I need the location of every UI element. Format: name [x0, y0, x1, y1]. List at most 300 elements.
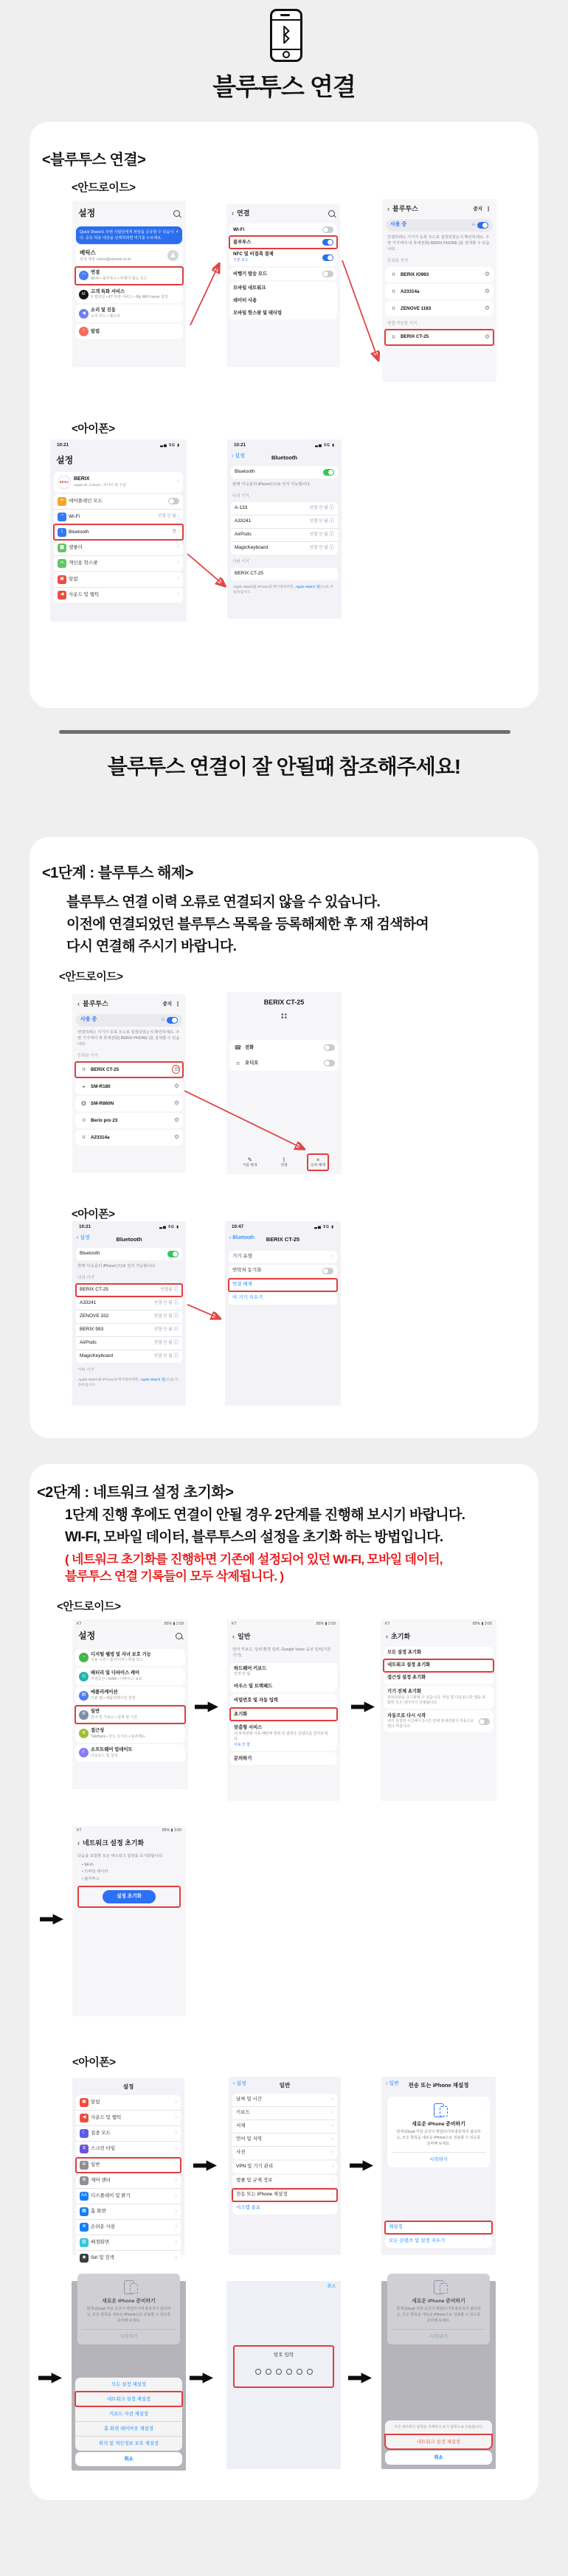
- screenshot-step2-android-network-reset: KT 85% ▮ 3:00 ‹ 네트워크 설정 초기화 다음을 포함한 모든 네트워크 설정을 초기화합니다. • Wi-Fi • 모바일 데이터 • 블루투스 설정 초기화: [72, 1826, 186, 2016]
- list-item[interactable]: ⠶ BERIX IO983 ⚙: [385, 267, 493, 282]
- list-item[interactable]: ⊞ 제어 센터 ›: [76, 2173, 181, 2188]
- list-item[interactable]: ⠶ Berix pro 23 ⚙: [75, 1113, 183, 1128]
- info-icon[interactable]: ⓘ: [329, 505, 334, 511]
- card-description: 현재 iCloud 저장 공간이 백업하기에 충분하지 않더라도, 모든 항목을 새로운 iPhone으로 전송할 수 있도록 준비해 보세요.: [86, 2307, 171, 2323]
- settings-gear-icon[interactable]: ⚙: [173, 1083, 179, 1090]
- list-item[interactable]: 모바일 네트워크: [233, 285, 266, 291]
- troubleshooting-heading: 블루투스 연결이 잘 안될때 참조해주세요!: [107, 755, 461, 778]
- profile-name: BERIX: [74, 476, 90, 482]
- list-item[interactable]: ▦ 홈 화면 ›: [76, 2204, 181, 2219]
- settings-gear-icon[interactable]: ⚙: [173, 1117, 179, 1124]
- screenshot-step2-iphone-reset-sheet: [72, 2281, 186, 2471]
- screenshot-step2-iphone-transfer: [381, 2077, 496, 2255]
- bluetooth-icon: ᛒ: [282, 1156, 286, 1163]
- list-item[interactable]: 접근성 설정 초기화: [387, 1675, 426, 1681]
- info-icon[interactable]: ⓘ: [329, 518, 334, 524]
- list-item[interactable]: ⠶ BERIX CT-25 ⚙: [385, 330, 493, 345]
- section-divider: [59, 730, 510, 734]
- get-started-link[interactable]: 시작하기: [392, 2152, 485, 2167]
- device-options: [226, 1040, 342, 1071]
- apple-watch-note: Apple Watch를 iPhone과 페어링하려면, Apple Watch 앱(으)로 이동하십시오.: [233, 585, 333, 594]
- back-button[interactable]: ‹ 설정: [232, 453, 245, 459]
- list-item[interactable]: BERIX CT-25: [235, 570, 264, 576]
- chevron-icon: ›: [175, 2099, 177, 2105]
- back-icon[interactable]: ‹: [77, 1839, 80, 1847]
- list-item[interactable]: MagicKeyboard 연결 안 됨 ⓘ: [76, 1350, 182, 1363]
- search-icon[interactable]: [328, 210, 335, 217]
- close-icon[interactable]: ×: [176, 230, 179, 235]
- list-item[interactable]: 모바일 핫스팟 및 테더링: [233, 310, 283, 316]
- reset-row[interactable]: 재설정: [385, 2221, 492, 2234]
- list-item[interactable]: ◠ 연결 Wi-Fi • 블루투스 • 비행기 탑승 모드: [75, 267, 183, 285]
- list-item[interactable]: ! 알림: [75, 324, 183, 339]
- chevron-icon: ›: [175, 2254, 177, 2260]
- list-item[interactable]: ◔ 디지털 웰빙 및 자녀 보호 기능 사용 시간 • 앱 타이머 • 취침 모드: [75, 1649, 185, 1667]
- back-icon[interactable]: ‹: [386, 1632, 388, 1640]
- toggle[interactable]: [322, 271, 333, 277]
- passcode-dots[interactable]: [234, 2364, 333, 2379]
- battery-percent: 85%: [162, 1828, 170, 1833]
- chevron-icon: ›: [175, 2208, 177, 2214]
- list-item[interactable]: AA 디스플레이 및 밝기 ›: [76, 2188, 181, 2204]
- item-icon: ◀: [58, 591, 66, 600]
- toggle[interactable]: [167, 1017, 178, 1024]
- settings-gear-icon[interactable]: ⚙: [484, 288, 490, 295]
- back-icon[interactable]: ‹: [77, 1000, 80, 1007]
- description-text: 현재 '이승준의 iPhone'(으)로 인식 가능합니다.: [77, 1263, 156, 1268]
- settings-gear-icon[interactable]: ⚙: [484, 271, 490, 278]
- cancel-button[interactable]: 취소: [327, 2285, 336, 2289]
- list-item[interactable]: ◀ 소리 및 진동 소리 모드 • 벨소리: [75, 305, 183, 322]
- chevron-icon: ›: [177, 576, 179, 582]
- iphone-label: <아이폰>: [72, 2056, 116, 2069]
- bluetooth-active-row[interactable]: [76, 1014, 182, 1027]
- confirm-sheet: [385, 2420, 492, 2449]
- settings-list: [72, 2095, 184, 2266]
- list-item: • 블루투스: [72, 1876, 186, 1884]
- list-item[interactable]: 위치 및 개인정보 보호 재설정: [75, 2436, 182, 2451]
- chevron-icon: ›: [177, 560, 179, 566]
- card-description: 현재 iCloud 저장 공간이 백업하기에 충분하지 않더라도, 모든 항목을 새로운 iPhone으로 전송할 수 있도록 준비해 보세요.: [396, 2130, 481, 2146]
- apple-watch-app-link[interactable]: Apple Watch 앱: [140, 1378, 165, 1382]
- item-icon: ⠶: [81, 1133, 86, 1141]
- list-item[interactable]: 맞춤형 서비스 내 휴대전화 사용 패턴에 맞춰 꼭 알맞은 콘텐츠를 받아보세요. 사용 안 함: [234, 1725, 328, 1748]
- list-item[interactable]: ◀ 사운드 및 햅틱 ›: [76, 2110, 181, 2125]
- list-item[interactable]: 서체 ›: [232, 2120, 337, 2133]
- search-icon[interactable]: [176, 1633, 182, 1639]
- info-icon[interactable]: ⓘ: [173, 1287, 179, 1293]
- battery-percent: 85%: [472, 1622, 481, 1626]
- profile-name: 베릭스: [80, 249, 96, 257]
- samsung-account-row[interactable]: [75, 246, 183, 265]
- device-action-bar: [226, 1154, 342, 1170]
- active-label: 사용 중: [390, 222, 407, 228]
- screen-title: 블루투스: [83, 1000, 108, 1007]
- screen-title: 네트워크 설정 초기화: [83, 1839, 145, 1847]
- list-item[interactable]: 연락처 동기화: [229, 1265, 337, 1277]
- new-iphone-icon: [124, 2280, 134, 2294]
- screen-title: 연결: [237, 209, 250, 217]
- list-item[interactable]: 법률 및 규제 정보 ›: [236, 2178, 333, 2184]
- list-item[interactable]: 초기화: [230, 1708, 337, 1721]
- avatar: ♟: [167, 250, 179, 261]
- scanning-spinner-icon: ∴: [471, 223, 475, 227]
- list-item[interactable]: ∞ 개인용 핫스팟 ›: [54, 555, 183, 571]
- item-icon: ▆: [58, 544, 66, 552]
- list-item[interactable]: ◀ 사운드 및 햅틱 ›: [54, 587, 183, 603]
- list-item[interactable]: 데이터 사용: [233, 297, 257, 303]
- list-item[interactable]: ⊛ 접근성 TalkBack • 모노 오디오 • 보조메뉴: [75, 1725, 185, 1743]
- item-icon: ▦: [80, 2207, 89, 2216]
- carrier-label: KT: [77, 1828, 82, 1833]
- screenshot-step2-iphone-settings: [72, 2078, 184, 2260]
- list-item[interactable]: 하드웨어 키보드 연결 안 됨: [234, 1665, 267, 1677]
- item-icon: ◠: [58, 513, 66, 521]
- list-item[interactable]: BERIX 993 연결 안 됨 ⓘ: [76, 1323, 182, 1336]
- list-item[interactable]: 이 기기 지우기: [229, 1291, 337, 1305]
- prepare-iphone-card-dimmed: [387, 2274, 490, 2344]
- confirm-reset-button[interactable]: 네트워크 설정 재설정: [385, 2434, 492, 2449]
- list-item[interactable]: 비행기 탑승 모드: [229, 268, 337, 280]
- list-item[interactable]: ◒ SM-R180 ⚙: [75, 1079, 183, 1094]
- list-item[interactable]: ⠶ 오디오: [229, 1055, 339, 1071]
- screen-title: BERIX CT-25: [266, 1235, 300, 1243]
- list-item[interactable]: ⚙ 일반 ›: [76, 2158, 181, 2173]
- iphone-label: <아이폰>: [72, 1208, 115, 1221]
- list-item[interactable]: 네트워크 설정 재설정: [75, 2392, 182, 2406]
- screenshot-step1-iphone-device: [225, 1221, 341, 1406]
- toggle[interactable]: [167, 1251, 179, 1257]
- chevron-icon: ›: [175, 2114, 177, 2120]
- screenshot-step1-iphone-bluetooth: [72, 1221, 186, 1406]
- list-item[interactable]: kt 고객 특화 서비스 V 컬러링 • KT 투폰 서비스 • My WiFi home 설정: [75, 286, 183, 304]
- screen-title: 설정: [78, 208, 96, 218]
- quick-share-banner[interactable]: [76, 226, 182, 244]
- battery-percent: 85%: [316, 1622, 325, 1626]
- toggle[interactable]: [322, 239, 333, 246]
- list-item[interactable]: ⚙ 일반 언어 및 키보드 • 날짜 및 시간: [75, 1706, 185, 1723]
- list-item[interactable]: ◉ Siri 및 검색 ›: [76, 2250, 181, 2266]
- list-item[interactable]: ⇩ 소프트웨어 업데이트 다운로드 및 설치: [75, 1744, 185, 1762]
- carrier-label: KT: [385, 1622, 390, 1626]
- screenshot-step1-android-bluetooth: [72, 994, 186, 1173]
- list-item[interactable]: Wi-Fi: [229, 223, 337, 236]
- screenshot-step1-android-device: [226, 992, 342, 1174]
- settings-gear-icon[interactable]: ⚙: [173, 1066, 179, 1073]
- apple-id-row[interactable]: [54, 472, 183, 493]
- toggle[interactable]: [479, 1718, 490, 1725]
- settings-gear-icon[interactable]: ⚙: [484, 333, 490, 341]
- list-item[interactable]: ▣ 알림 ›: [54, 572, 183, 587]
- bluetooth-icon: ᛒ: [272, 19, 300, 50]
- list-item[interactable]: 키보드 사전 재설정: [75, 2406, 182, 2421]
- list-item: 1단계 진행 후에도 연결이 안될 경우 2단계를 진행해 보시기 바랍니다.: [65, 1507, 465, 1523]
- status-time: 2:59: [176, 1622, 184, 1626]
- list-item: • 모바일 데이터: [72, 1869, 186, 1876]
- info-icon[interactable]: ⓘ: [329, 532, 334, 538]
- list-item[interactable]: ▧ 배경화면 ›: [76, 2235, 181, 2250]
- list-item[interactable]: 블루투스: [229, 236, 337, 249]
- list-item[interactable]: 시스템 종료: [232, 2201, 337, 2215]
- list-item[interactable]: AirPods 연결 안 됨 ⓘ: [76, 1336, 182, 1350]
- device-options: [225, 1251, 341, 1305]
- status-icons: ▃▅ 5G ▮: [314, 1224, 334, 1229]
- toggle[interactable]: [477, 222, 488, 229]
- toggle[interactable]: [322, 1268, 333, 1274]
- list-item[interactable]: 문의하기: [234, 1755, 252, 1761]
- screenshot-android-bluetooth: [382, 199, 496, 382]
- battery-percent: 85%: [164, 1622, 173, 1626]
- list-item[interactable]: ☾ 집중 모드 ›: [76, 2125, 181, 2141]
- unpair-button[interactable]: × 등록 해제: [308, 1154, 328, 1170]
- item-icon: ⠶: [391, 305, 396, 312]
- toggle[interactable]: [324, 1044, 335, 1051]
- screenshot-step2-android-general: KT 85% ▮ 2:59 ‹ 일반 언어 키보드, 입력 환경 입력, Google Voice 음성 입력(기존 기기) 하드웨어 키보드 연결 안 됨 마우스 및 트랙패드 비밀번호 및 자동 입력 초기화 맞춤형 서비스 내 휴대전화 사용 패턴에 맞춰 꼭 알맞은 콘텐츠를 받아보세요. 사용 안 함 문의하기: [227, 1619, 340, 1801]
- list-item[interactable]: 홈 화면 레이아웃 재설정: [75, 2421, 182, 2436]
- toggle[interactable]: [322, 226, 333, 233]
- chevron-icon: ›: [331, 2192, 333, 2198]
- list-item[interactable]: 전송 또는 iPhone 재설정 ›: [232, 2189, 337, 2201]
- pencil-icon: ✎: [247, 1156, 252, 1163]
- status-time: 10:21: [79, 1224, 91, 1229]
- erase-row[interactable]: 모든 콘텐츠 및 설정 지우기: [389, 2238, 446, 2244]
- step2-warning: [65, 1551, 443, 1585]
- list-item[interactable]: 날짜 및 시간 ›: [236, 2097, 333, 2103]
- chevron-icon: ›: [331, 1253, 333, 1259]
- stop-button[interactable]: 중지: [473, 206, 482, 212]
- chevron-icon: ›: [177, 544, 179, 550]
- back-icon[interactable]: ‹: [387, 205, 389, 212]
- back-button[interactable]: ‹ 설정: [77, 1235, 90, 1240]
- section-label: 나의 기기: [77, 1275, 94, 1280]
- list-item[interactable]: 비밀번호 및 자동 입력: [234, 1698, 278, 1704]
- chevron-icon: ›: [175, 2177, 177, 2183]
- section-label: 기타 기기: [77, 1367, 94, 1372]
- item-icon: ☾: [80, 2129, 89, 2138]
- chevron-icon: ›: [175, 2162, 177, 2167]
- item-icon: ◠: [79, 271, 89, 280]
- get-started-link: 시작하기: [392, 2329, 485, 2344]
- screenshot-android-connections: [226, 204, 340, 367]
- list-item: 다시 연결해 주시기 바랍니다.: [66, 939, 237, 954]
- toggle[interactable]: [323, 469, 334, 476]
- list-item: WI-FI, 모바일 데이터, 블루투스의 설정을 초기화 하는 방법입니다.: [65, 1530, 443, 1545]
- list-item[interactable]: ▆ 셀룰러 ›: [54, 540, 183, 555]
- list-item[interactable]: ⠶ ZENOVE 1183 ⚙: [385, 301, 493, 316]
- screen-title: 설정: [78, 1630, 96, 1641]
- apple-watch-app-link[interactable]: Apple Watch 앱: [295, 585, 320, 589]
- list-item[interactable]: ◍ SM-R860N ⚙: [75, 1096, 183, 1111]
- carrier-label: KT: [232, 1622, 237, 1626]
- cancel-button[interactable]: 취소: [75, 2452, 182, 2466]
- list-item[interactable]: ⠶ A23314a ⚙: [385, 284, 493, 299]
- list-item[interactable]: 모든 설정 초기화: [387, 1650, 422, 1656]
- item-icon: ⧖: [80, 2145, 89, 2153]
- list-item: 이전에 연결되었던 블루투스 목록을 등록해제한 후 재 검색하여: [66, 917, 429, 932]
- list-item[interactable]: ⧖ 스크린 타임 ›: [76, 2141, 181, 2156]
- list-item[interactable]: 마우스 및 트랙패드: [234, 1684, 273, 1690]
- list-item[interactable]: ◠ Wi-Fi 연결 안 됨 ›: [54, 509, 183, 524]
- device-icon: ⠶: [280, 1010, 288, 1023]
- list-item[interactable]: 모든 설정 재설정: [75, 2378, 182, 2392]
- berix-logo: BERIX: [58, 476, 71, 489]
- info-icon[interactable]: ⓘ: [329, 545, 334, 551]
- chevron-icon: ›: [175, 2130, 177, 2136]
- settings-list: [72, 1649, 188, 1762]
- list-item[interactable]: ⊛ 손쉬운 사용 ›: [76, 2219, 181, 2235]
- carrier-label: KT: [77, 1622, 82, 1626]
- back-button[interactable]: ‹ Bluetooth: [229, 1235, 254, 1240]
- bluetooth-description: 연결하려는 기기가 등록 모드로 설정되었는지 확인하세요. 주변 기기에서 내 휴대전화( BERIX PHONE )를 검색할 수 있습니다.: [387, 235, 490, 252]
- chevron-icon: ›: [177, 529, 179, 535]
- active-label: 사용 중: [80, 1017, 97, 1023]
- status-icons: ▃▅ 5G ▮: [160, 442, 180, 448]
- back-button[interactable]: ‹ 설정: [233, 2081, 246, 2086]
- more-menu-icon[interactable]: ⋮: [485, 205, 491, 212]
- reset-settings-button[interactable]: 설정 초기화: [103, 1890, 156, 1903]
- toggle[interactable]: [168, 498, 179, 504]
- list-item[interactable]: A-133 연결 안 됨 ⓘ: [235, 505, 334, 511]
- phone-bluetooth-icon: [270, 9, 302, 62]
- toggle[interactable]: [324, 1060, 335, 1066]
- list-item[interactable]: ▤ 애플리케이션 기본 앱 • 애플리케이션 설정: [75, 1687, 185, 1704]
- list-item[interactable]: ✈ 에어플레인 모드: [54, 494, 183, 509]
- list-item[interactable]: 네트워크 설정 초기화: [384, 1659, 493, 1672]
- list-item[interactable]: ▣ 알림 ›: [76, 2095, 181, 2110]
- section-label: 등록된 기기: [387, 259, 409, 264]
- settings-gear-icon[interactable]: ⚙: [484, 305, 490, 312]
- list-item[interactable]: Bluetooth: [231, 466, 338, 479]
- chevron-icon: ›: [331, 2097, 333, 2103]
- screenshot-step2-iphone-passcode: [226, 2281, 341, 2469]
- back-icon[interactable]: ‹: [232, 1632, 235, 1640]
- list-item[interactable]: 연결 해제: [229, 1279, 337, 1291]
- screen-title: 설정: [122, 2083, 134, 2090]
- description-text: 현재 '이승준의 iPhone'(으)로 인식 가능합니다.: [232, 482, 311, 487]
- screenshot-android-settings: [72, 201, 186, 367]
- info-icon[interactable]: ⓘ: [173, 1327, 179, 1333]
- item-icon: kt: [79, 290, 89, 299]
- search-icon[interactable]: [173, 210, 180, 217]
- info-icon[interactable]: ⓘ: [173, 1340, 179, 1346]
- more-menu-icon[interactable]: ⋮: [175, 1000, 181, 1007]
- list-item[interactable]: ᛒ Bluetooth 켬 ›: [54, 524, 183, 540]
- android-label: <안드로이드>: [57, 1600, 121, 1613]
- list-item[interactable]: 키보드 ›: [232, 2106, 337, 2120]
- list-item[interactable]: 자동으로 다시 시작 내가 설정한 시간에서 1시간 안에 휴대전화가 자동으로 껐다 켜집니다.: [384, 1710, 493, 1733]
- info-icon[interactable]: ⓘ: [173, 1313, 179, 1319]
- device-list: [227, 466, 342, 580]
- stop-button[interactable]: 중지: [162, 1001, 172, 1007]
- item-icon: ⇩: [79, 1748, 89, 1757]
- list-item[interactable]: A33241 연결 안 됨 ⓘ: [76, 1296, 182, 1310]
- list-item[interactable]: Bluetooth: [76, 1248, 182, 1260]
- page-title: 블루투스 연결: [212, 73, 356, 100]
- banner-text: Quick Share로 주변 사람들에게 파일을 공유할 수 있습니다. 공유 허용 대상을 선택하려면 여기를 누르세요.: [80, 230, 174, 241]
- section-label: 연결 가능한 기기: [387, 321, 418, 326]
- screenshot-step2-android-reset: KT 85% ▮ 3:00 ‹ 초기화 모든 설정 초기화 네트워크 설정 초기화 접근성 설정 초기화 기기 전체 초기화 휴대전화를 초기화할 수 있습니다. 파일 및 다운로드한 앱을 포함한 모든 데이터가 삭제됩니다. 자동으로 다시 시작 내가 설정한 시간에서 1시간 안에 휴대전화가 자동으로 껐다 켜집니다.: [381, 1619, 496, 1801]
- toggle[interactable]: [322, 254, 333, 261]
- apple-watch-note: Apple Watch를 iPhone과 페어링하려면, Apple Watch 앱(으)로 이동하십시오.: [78, 1378, 179, 1387]
- chevron-icon: ›: [177, 513, 179, 519]
- network-reset-items: [72, 1862, 186, 1884]
- item-icon: ⊞: [80, 2176, 89, 2185]
- item-icon: ⠶: [235, 1059, 240, 1066]
- back-icon[interactable]: ‹: [232, 209, 234, 217]
- item-icon: ᛒ: [58, 528, 66, 537]
- general-list: [227, 1663, 340, 1766]
- item-icon: ▤: [79, 1691, 89, 1701]
- android-label: <안드로이드>: [59, 971, 123, 983]
- list-item[interactable]: A33241 연결 안 됨 ⓘ: [231, 515, 338, 528]
- list-item[interactable]: ⠶ BERIX CT-25 ⚙: [75, 1062, 183, 1077]
- settings-gear-icon[interactable]: ⚙: [173, 1100, 179, 1107]
- info-icon[interactable]: ⓘ: [173, 1300, 179, 1306]
- item-icon: ⊛: [79, 1729, 89, 1738]
- settings-gear-icon[interactable]: ⚙: [173, 1133, 179, 1141]
- screen-title: 초기화: [391, 1632, 411, 1640]
- rename-button[interactable]: ✎ 이름 변경: [242, 1156, 257, 1168]
- list-item[interactable]: BERIX CT-25 연결됨 ⓘ: [76, 1284, 182, 1296]
- confirm-note: 모든 네트워크 설정을 삭제하고 초기 설정으로 되돌립니다.: [385, 2420, 492, 2434]
- step1-heading: <1단계 : 블루투스 해제>: [42, 865, 193, 881]
- get-started-link: 시작하기: [82, 2329, 176, 2344]
- list-item[interactable]: NFC 및 비접촉 결제 기본 모드: [229, 249, 337, 266]
- prepare-iphone-card-dimmed: [77, 2274, 180, 2344]
- item-icon: ◒: [82, 1083, 86, 1090]
- list-item[interactable]: ZENOVE 332 연결 안 됨 ⓘ: [76, 1310, 182, 1323]
- chevron-icon: ›: [175, 2145, 177, 2151]
- back-button[interactable]: ‹ 일반: [386, 2081, 399, 2086]
- list-item: 블루투스 연결 기록들이 모두 삭제됩니다. ): [65, 1569, 284, 1583]
- list-item[interactable]: ⠶ A23314a ⚙: [75, 1130, 183, 1145]
- info-icon[interactable]: ⓘ: [173, 1353, 179, 1359]
- list-item[interactable]: ☎ 전화: [229, 1040, 339, 1055]
- card-title: 새로운 iPhone 준비하기: [102, 2299, 156, 2304]
- status-time: 10:21: [57, 442, 69, 448]
- settings-list: [50, 494, 187, 603]
- reset-button-area: [78, 1886, 180, 1906]
- status-icons: ▃▅ 5G ▮: [159, 1224, 179, 1229]
- screen-title: 일반: [238, 1632, 251, 1640]
- new-iphone-icon: [434, 2103, 444, 2117]
- list-item[interactable]: 기기 전체 초기화 휴대전화를 초기화할 수 있습니다. 파일 및 다운로드한 앱을 포함한 모든 데이터가 삭제됩니다.: [387, 1688, 486, 1705]
- chevron-icon: ›: [331, 2123, 333, 2129]
- list-item[interactable]: AirPods 연결 안 됨 ⓘ: [231, 528, 338, 541]
- card-title: 새로운 iPhone 준비하기: [412, 2299, 465, 2304]
- list-item[interactable]: MagicKeyboard 연결 안 됨 ⓘ: [231, 541, 338, 555]
- item-icon: ⠶: [391, 333, 396, 341]
- list-item[interactable]: 언어 및 지역 ›: [232, 2133, 337, 2146]
- item-icon: ◀: [80, 2114, 89, 2122]
- screen-title: Bluetooth: [271, 454, 297, 461]
- item-icon: ⠶: [81, 1066, 86, 1073]
- list-item[interactable]: 사전 ›: [232, 2146, 337, 2159]
- list-item[interactable]: ◎ 배터리 및 디바이스 케어 저장공간 • RAM • 디바이스 보호: [75, 1667, 185, 1685]
- settings-list: [72, 267, 186, 340]
- status-time: 10:47: [232, 1224, 244, 1229]
- android-label: <안드로이드>: [72, 181, 136, 194]
- cancel-button[interactable]: 취소: [385, 2451, 492, 2465]
- reset-action-sheet[interactable]: [75, 2378, 182, 2451]
- list-item[interactable]: 기기 유형 ›: [232, 1253, 333, 1260]
- screen-title: 전송 또는 iPhone 재설정: [408, 2082, 469, 2089]
- bluetooth-active-row[interactable]: [386, 219, 493, 232]
- chevron-icon: ›: [331, 2136, 333, 2142]
- section-label: 기타 기기: [232, 559, 249, 564]
- list-item[interactable]: VPN 및 기기 관리 ›: [236, 2164, 333, 2170]
- connect-button[interactable]: ᛒ 연결: [280, 1156, 288, 1168]
